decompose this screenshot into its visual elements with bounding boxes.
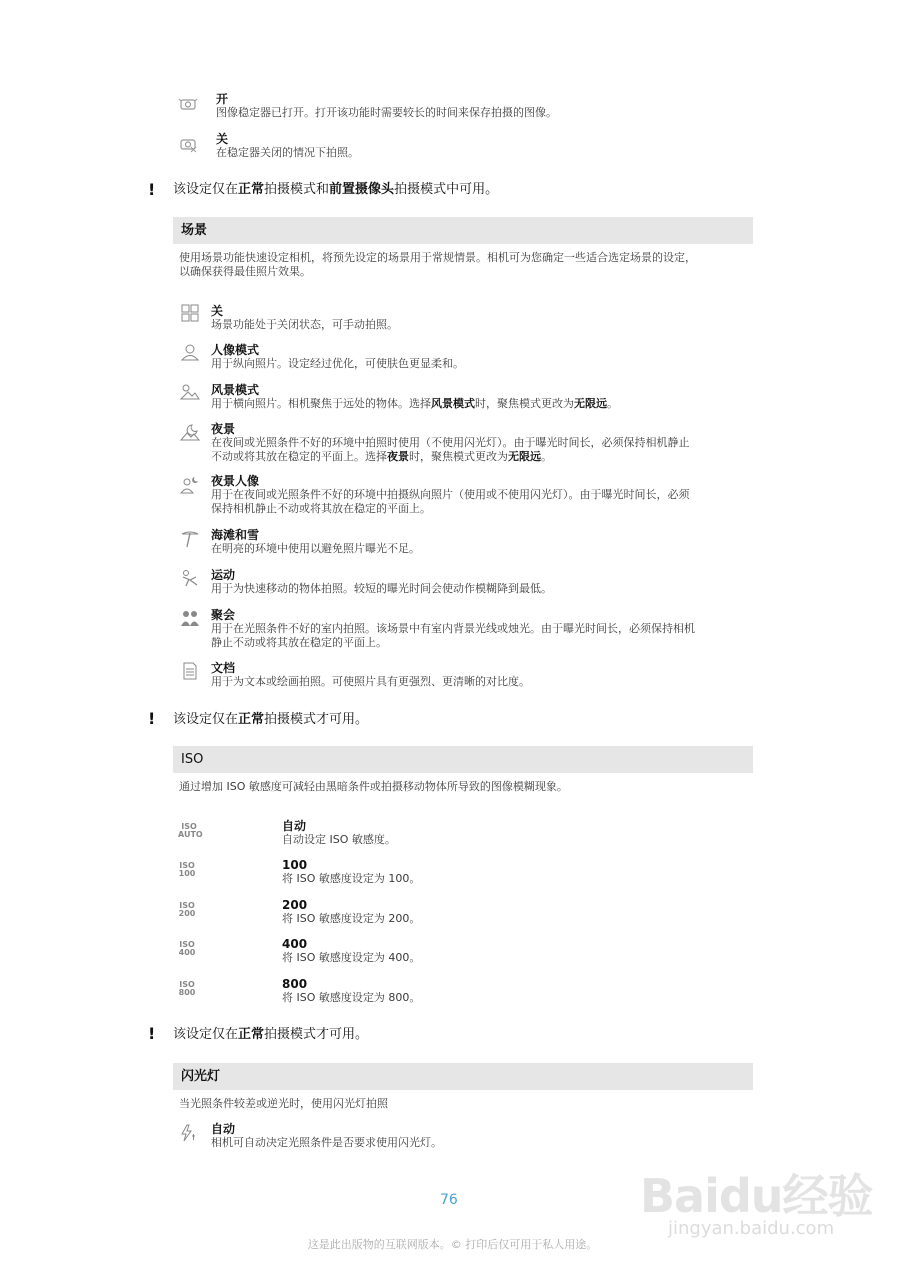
- note-text: 拍摄模式和: [264, 182, 330, 197]
- warning-icon: !: [148, 180, 156, 199]
- stabilizer-on-icon: [178, 95, 198, 113]
- stabilizer-off-title: 关: [216, 132, 229, 146]
- watermark-logo: Baidu经验: [640, 1169, 873, 1223]
- note-text: 拍摄模式才可用。: [264, 1027, 369, 1042]
- scene-off-icon: [180, 304, 200, 322]
- iso-icon-bottom: 200: [178, 909, 196, 918]
- scene-intro-line2: 以确保获得最佳照片效果。: [179, 265, 311, 278]
- scene-beach-desc: 在明亮的环境中使用以避免照片曝光不足。: [211, 542, 420, 555]
- iso-icon-top: ISO: [181, 822, 197, 831]
- iso-intro: 通过增加 ISO 敏感度可减轻由黑暗条件或拍摄移动物体所导致的图像模糊现象。: [179, 780, 568, 793]
- night-portrait-icon: [180, 476, 200, 494]
- flash-auto-desc: 相机可自动决定光照条件是否要求使用闪光灯。: [211, 1136, 442, 1149]
- portrait-icon: [180, 343, 200, 361]
- iso-400-desc: 将 ISO 敏感度设定为 400。: [282, 951, 421, 964]
- iso-auto-desc: 自动设定 ISO 敏感度。: [282, 833, 396, 846]
- stabilizer-off-desc: 在稳定器关闭的情况下拍照。: [216, 146, 359, 159]
- footer-copyright: 这是此出版物的互联网版本。© 打印后仅可用于私人用途。: [307, 1238, 598, 1251]
- scene-off-desc: 场景功能处于关闭状态，可手动拍照。: [211, 318, 398, 331]
- stabilizer-on-desc: 图像稳定器已打开。打开该功能时需要较长的时间来保存拍摄的图像。: [216, 106, 557, 119]
- warning-icon: !: [148, 709, 156, 728]
- iso-800-desc: 将 ISO 敏感度设定为 800。: [282, 991, 421, 1004]
- desc-text: 时，聚焦模式更改为: [409, 450, 508, 463]
- note-bold: 正常: [238, 712, 265, 727]
- scene-document-title: 文档: [211, 661, 236, 675]
- note-text: 拍摄模式中可用。: [394, 182, 499, 197]
- document-icon: [180, 662, 200, 680]
- iso-icon-top: ISO: [179, 901, 195, 910]
- note-bold: 正常: [238, 1027, 265, 1042]
- iso-icon-bottom: 100: [178, 869, 196, 878]
- scene-night-desc-line1: 在夜间或光照条件不好的环境中拍照时使用（不使用闪光灯）。由于曝光时间长，必须保持相机静止: [211, 436, 690, 449]
- desc-text: 用于横向照片。相机聚焦于远处的物体。选择: [211, 397, 431, 410]
- scene-night-desc-line2: [211, 450, 552, 464]
- iso-100-desc: 将 ISO 敏感度设定为 100。: [282, 872, 421, 885]
- iso-200-desc: 将 ISO 敏感度设定为 200。: [282, 912, 421, 925]
- page-number: 76: [440, 1192, 458, 1208]
- flash-auto-title: 自动: [211, 1122, 236, 1136]
- desc-text: 。: [607, 397, 618, 410]
- desc-bold: 无限远: [574, 397, 607, 410]
- desc-bold: 风景模式: [431, 397, 475, 410]
- iso-icon-bottom: AUTO: [178, 830, 203, 839]
- watermark-url: jingyan.baidu.com: [668, 1218, 835, 1239]
- note-text: 该设定仅在: [173, 182, 239, 197]
- scene-portrait-title: 人像模式: [211, 343, 260, 357]
- iso-icon-bottom: 400: [178, 948, 196, 957]
- party-icon: [180, 609, 200, 627]
- iso-100-icon: [176, 862, 198, 878]
- stabilizer-off-icon: [178, 135, 198, 153]
- iso-icon-top: ISO: [179, 940, 195, 949]
- desc-text: 时，聚焦模式更改为: [475, 397, 574, 410]
- flash-header: 闪光灯: [173, 1063, 753, 1090]
- iso-100-title: 100: [282, 858, 308, 872]
- note-front-camera: [173, 182, 498, 198]
- note-text: 拍摄模式才可用。: [264, 712, 369, 727]
- iso-icon-bottom: 800: [178, 988, 196, 997]
- scene-intro-line1: 使用场景功能快速设定相机，将预先设定的场景用于常规情景。相机可为您确定一些适合选定场景的设定，: [179, 251, 696, 264]
- note-normal-mode: [173, 1027, 368, 1043]
- scene-portrait-desc: 用于纵向照片。设定经过优化，可使肤色更显柔和。: [211, 357, 464, 370]
- scene-landscape-title: 风景模式: [211, 383, 260, 397]
- iso-400-title: 400: [282, 937, 308, 951]
- note-text: 该设定仅在: [173, 1027, 239, 1042]
- night-scene-icon: [180, 423, 200, 441]
- note-bold: 正常: [238, 182, 265, 197]
- scene-document-desc: 用于为文本或绘画拍照。可使照片具有更强烈、更清晰的对比度。: [211, 675, 530, 688]
- scene-night-title: 夜景: [211, 422, 236, 436]
- iso-auto-icon: [178, 822, 203, 839]
- scene-landscape-desc: [211, 397, 618, 411]
- landscape-icon: [180, 383, 200, 401]
- desc-bold: 无限远: [508, 450, 541, 463]
- iso-200-icon: [176, 902, 198, 918]
- desc-text: 。: [541, 450, 552, 463]
- iso-400-icon: [176, 941, 198, 957]
- scene-header: 场景: [173, 217, 753, 244]
- scene-night-portrait-desc-line1: 用于在夜间或光照条件不好的环境中拍摄纵向照片（使用或不使用闪光灯）。由于曝光时间长，必须: [211, 488, 690, 501]
- stabilizer-on-title: 开: [216, 92, 229, 106]
- scene-night-portrait-title: 夜景人像: [211, 474, 260, 488]
- flash-intro: 当光照条件较差或逆光时，使用闪光灯拍照: [179, 1097, 388, 1110]
- desc-text: 不动或将其放在稳定的平面上。选择: [211, 450, 387, 463]
- scene-night-portrait-desc-line2: 保持相机静止不动或将其放在稳定的平面上。: [211, 502, 431, 515]
- iso-icon-top: ISO: [179, 980, 195, 989]
- iso-header: ISO: [173, 746, 753, 773]
- note-normal-mode: [173, 712, 368, 728]
- flash-auto-icon: [178, 1124, 198, 1142]
- scene-off-title: 关: [211, 304, 224, 318]
- beach-snow-icon: [180, 530, 200, 548]
- scene-sports-desc: 用于为快速移动的物体拍照。较短的曝光时间会使动作模糊降到最低。: [211, 582, 552, 595]
- note-bold: 前置摄像头: [329, 182, 395, 197]
- warning-icon: !: [148, 1024, 156, 1043]
- sports-icon: [180, 569, 200, 587]
- note-text: 该设定仅在: [173, 712, 239, 727]
- iso-800-title: 800: [282, 977, 308, 991]
- scene-party-desc-line1: 用于在光照条件不好的室内拍照。该场景中有室内背景光线或烛光。由于曝光时间长，必须保持相机: [211, 622, 695, 635]
- iso-icon-top: ISO: [179, 861, 195, 870]
- scene-sports-title: 运动: [211, 568, 236, 582]
- scene-party-desc-line2: 静止不动或将其放在稳定的平面上。: [211, 636, 387, 649]
- scene-party-title: 聚会: [211, 608, 236, 622]
- iso-auto-title: 自动: [282, 819, 307, 833]
- scene-beach-title: 海滩和雪: [211, 528, 260, 542]
- iso-200-title: 200: [282, 898, 308, 912]
- desc-bold: 夜景: [387, 450, 409, 463]
- iso-800-icon: [176, 981, 198, 997]
